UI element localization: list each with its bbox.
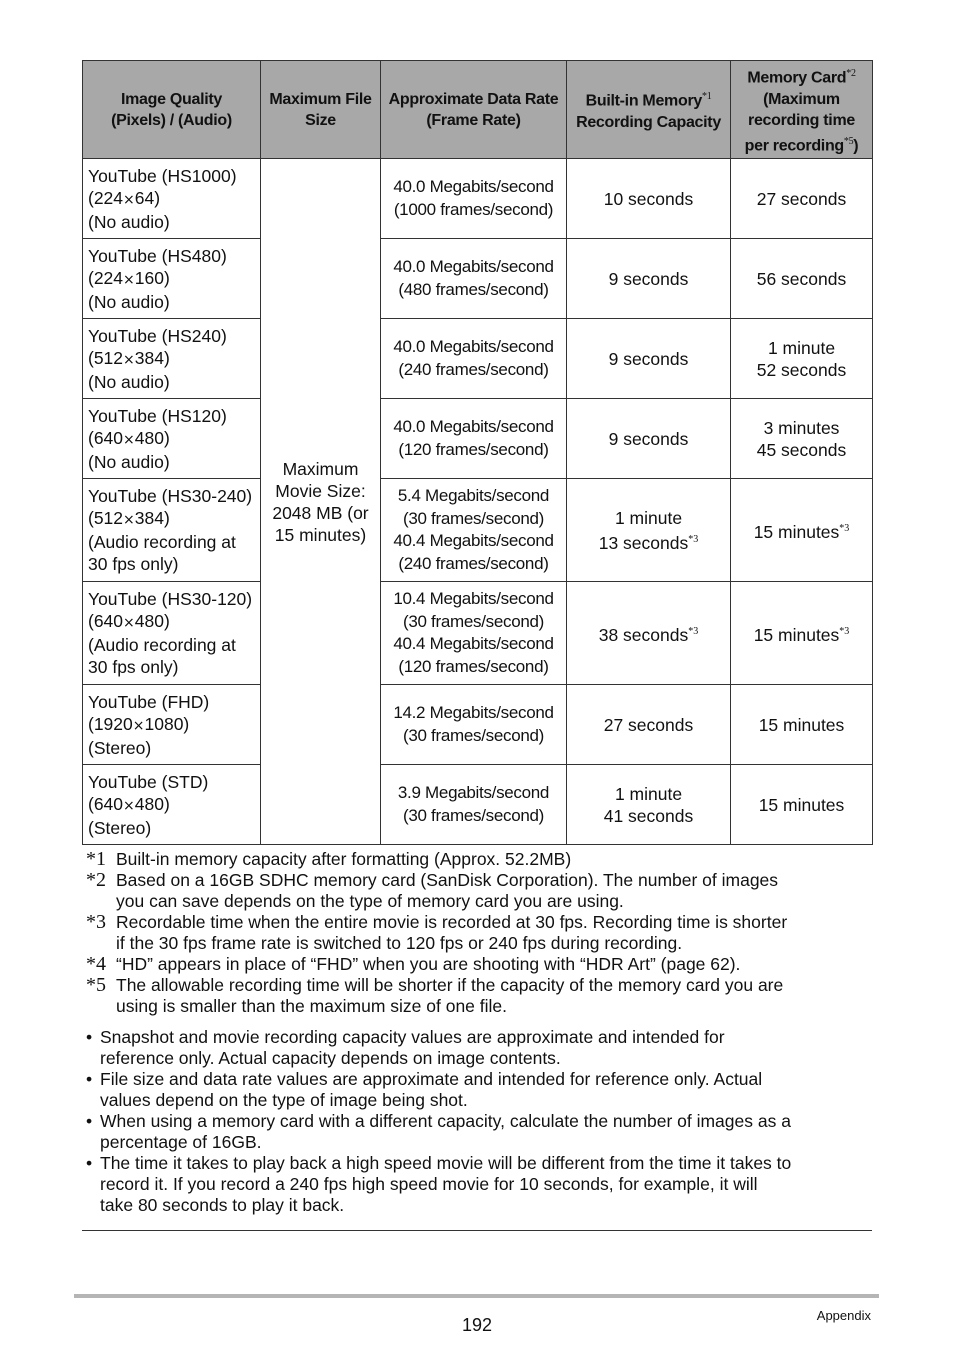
- cell-card-capacity: [731, 399, 873, 479]
- card-capacity-line: [731, 794, 872, 816]
- capacity-text: 15 minutes: [758, 714, 845, 735]
- footnote-text: “HD” appears in place of “FHD” when you are shooting with “HDR Art” (page 62).: [116, 954, 741, 974]
- quality-name: YouTube (FHD): [88, 691, 210, 712]
- table-row: [83, 479, 873, 582]
- footnote-text: Recordable time when the entire movie is recorded at 30 fps. Recording time is shorter: [116, 912, 788, 932]
- quality-audio: (Audio recording at: [88, 532, 236, 552]
- table-header-row: [83, 61, 873, 159]
- card-capacity-line: [731, 439, 872, 461]
- capacity-text: 1 minute: [614, 507, 683, 528]
- list-item-text: percentage of 16GB.: [100, 1132, 262, 1152]
- capacity-text: 56 seconds: [756, 268, 847, 289]
- times-sign: ×: [132, 717, 145, 734]
- capacity-text: 45 seconds: [756, 439, 847, 460]
- data-rate-line: (1000 frames/second): [393, 199, 554, 219]
- quality-pixels: [88, 793, 260, 817]
- footnote-ref: *3: [688, 625, 699, 637]
- cell-image-quality: [83, 399, 261, 479]
- footnote-ref: *5: [843, 135, 854, 147]
- list-item-text: The time it takes to play back a high speed movie will be different from the time it takes to: [100, 1153, 792, 1173]
- footnote-mark: *4: [86, 953, 106, 975]
- times-sign: ×: [123, 351, 135, 368]
- table-row: [83, 765, 873, 845]
- times-sign: ×: [123, 191, 135, 208]
- data-rate-line: (120 frames/second): [398, 656, 549, 676]
- cell-image-quality: [83, 765, 261, 845]
- quality-audio: (No audio): [88, 211, 170, 232]
- quality-pixels: [88, 713, 260, 737]
- quality-pixels: [88, 267, 260, 291]
- max-size-line: 15 minutes): [274, 524, 367, 545]
- data-rate-line: (30 frames/second): [402, 611, 545, 631]
- list-item-text: take 80 seconds to play it back.: [100, 1195, 345, 1215]
- data-rate-line: 14.2 Megabits/second: [393, 703, 554, 722]
- capacity-text: 9 seconds: [608, 428, 689, 449]
- cell-card-capacity: [731, 239, 873, 319]
- data-rate-line: 40.0 Megabits/second: [393, 417, 554, 436]
- builtin-capacity-line: [567, 714, 730, 736]
- quality-name: YouTube (HS30-240): [88, 486, 253, 506]
- times-sign: ×: [123, 615, 135, 631]
- builtin-capacity-line: [567, 188, 730, 210]
- table-row: [83, 685, 873, 765]
- pixels-width: (640: [88, 427, 124, 448]
- pixels-height: 64): [134, 187, 161, 208]
- capacity-text: 15 minutes: [753, 624, 840, 645]
- header-max-file-size: Maximum File Size: [261, 61, 381, 159]
- capacity-text: 13 seconds: [598, 532, 689, 553]
- card-capacity-line: [731, 359, 872, 381]
- table-body: [83, 159, 873, 845]
- max-size-line: Movie Size:: [275, 480, 366, 501]
- cell-data-rate: [381, 685, 567, 765]
- list-item-text: reference only. Actual capacity depends on image contents.: [100, 1048, 561, 1068]
- card-capacity-line: [731, 621, 872, 646]
- pixels-width: (640: [88, 611, 124, 631]
- quality-pixels: [88, 187, 260, 211]
- quality-name: YouTube (HS120): [88, 405, 227, 426]
- pixels-height: 160): [134, 267, 170, 288]
- cell-data-rate: [381, 765, 567, 845]
- footnote-text: Based on a 16GB SDHC memory card (SanDisk Corporation). The number of images: [116, 870, 779, 890]
- quality-audio: (No audio): [88, 451, 170, 472]
- list-item: [86, 1153, 876, 1216]
- footnote-item: [86, 849, 876, 870]
- cell-data-rate: [381, 399, 567, 479]
- cell-max-file-size: [261, 159, 381, 845]
- capacity-text: 1 minute: [614, 783, 683, 804]
- header-memory-card: Memory Card$^{*2}$ (Maximum recording time per recording$^{*5}$): [731, 61, 873, 159]
- footnote-item: [86, 912, 876, 954]
- footnote-item: [86, 954, 876, 975]
- capacity-text: 52 seconds: [756, 359, 847, 380]
- header-builtin-memory: Built-in Memory$^{*1}$ Recording Capacity: [567, 61, 731, 159]
- card-capacity-line: [731, 337, 872, 359]
- cell-image-quality: [83, 319, 261, 399]
- max-size-line: Maximum: [282, 458, 359, 479]
- footer-bar: [74, 1294, 879, 1298]
- recording-capacity-table: [82, 60, 873, 845]
- table-row: [83, 319, 873, 399]
- cell-card-capacity: [731, 479, 873, 582]
- capacity-text: 41 seconds: [603, 805, 694, 826]
- quality-audio: (No audio): [88, 371, 170, 392]
- bullet-mark: •: [86, 1069, 93, 1089]
- footnote-mark: *5: [86, 974, 106, 996]
- footnote-ref: *3: [688, 533, 699, 545]
- quality-pixels: [88, 610, 260, 634]
- quality-audio: (Audio recording at: [88, 635, 236, 655]
- builtin-capacity-line: [567, 783, 730, 805]
- footnote-mark: *2: [86, 869, 106, 891]
- cell-image-quality: [83, 582, 261, 685]
- list-item-text: record it. If you record a 240 fps high speed movie for 10 seconds, for example, it will: [100, 1174, 758, 1194]
- footnote-item: [86, 975, 876, 1017]
- footnote-item: [86, 870, 876, 912]
- times-sign: ×: [123, 431, 135, 448]
- list-item: [86, 1111, 876, 1153]
- table-row: [83, 399, 873, 479]
- header-data-rate: Approximate Data Rate (Frame Rate): [381, 61, 567, 159]
- quality-name: YouTube (HS1000): [88, 165, 237, 186]
- quality-audio: (Stereo): [88, 737, 152, 758]
- footnote-ref: *3: [839, 625, 850, 637]
- data-rate-line: 5.4 Megabits/second: [397, 486, 550, 505]
- footnote-ref: *2: [846, 68, 856, 80]
- footnote-text: The allowable recording time will be shorter if the capacity of the memory card you are: [116, 975, 784, 995]
- quality-pixels: [88, 427, 260, 451]
- cell-image-quality: [83, 685, 261, 765]
- section-divider: [82, 1230, 872, 1231]
- quality-audio: 30 fps only): [88, 554, 179, 574]
- data-rate-line: (30 frames/second): [402, 805, 545, 825]
- pixels-height: 384): [134, 347, 170, 368]
- card-capacity-line: [731, 518, 872, 543]
- cell-builtin-capacity: [567, 399, 731, 479]
- cell-builtin-capacity: [567, 479, 731, 582]
- bullet-mark: •: [86, 1111, 93, 1131]
- pixels-height: 480): [134, 427, 170, 448]
- data-rate-line: 40.0 Megabits/second: [393, 177, 554, 196]
- footnote-text: if the 30 fps frame rate is switched to 120 fps or 240 fps during recording.: [116, 933, 683, 953]
- list-item-text: values depend on the type of image being shot.: [100, 1090, 468, 1110]
- pixels-height: 384): [134, 508, 170, 528]
- quality-name: YouTube (HS30-120): [88, 589, 253, 609]
- times-sign: ×: [123, 512, 135, 528]
- pixels-width: (224: [88, 267, 124, 288]
- list-item: [86, 1027, 876, 1069]
- footnote-text: you can save depends on the type of memory card you are using.: [116, 891, 624, 911]
- pixels-width: (512: [88, 347, 124, 368]
- data-rate-line: 40.4 Megabits/second: [393, 531, 554, 550]
- builtin-capacity-line: [567, 348, 730, 370]
- data-rate-line: 10.4 Megabits/second: [393, 589, 554, 608]
- table-row: [83, 239, 873, 319]
- list-item-text: When using a memory card with a different capacity, calculate the number of images as a: [100, 1111, 791, 1131]
- cell-builtin-capacity: [567, 319, 731, 399]
- pixels-height: 480): [134, 793, 170, 814]
- cell-builtin-capacity: [567, 239, 731, 319]
- cell-card-capacity: [731, 159, 873, 239]
- builtin-capacity-line: [567, 621, 730, 646]
- cell-builtin-capacity: [567, 685, 731, 765]
- quality-name: YouTube (HS480): [88, 245, 227, 266]
- footnote-mark: *3: [86, 911, 106, 933]
- capacity-text: 3 minutes: [763, 417, 840, 438]
- data-rate-line: (120 frames/second): [398, 439, 549, 459]
- cell-image-quality: [83, 479, 261, 582]
- cell-data-rate: [381, 479, 567, 582]
- capacity-text: 15 minutes: [758, 794, 845, 815]
- cell-data-rate: [381, 159, 567, 239]
- quality-pixels: [88, 347, 260, 371]
- cell-card-capacity: [731, 582, 873, 685]
- bullet-mark: •: [86, 1027, 93, 1047]
- cell-builtin-capacity: [567, 582, 731, 685]
- builtin-capacity-line: [567, 507, 730, 529]
- card-capacity-line: [731, 268, 872, 290]
- notes-list: [86, 1027, 876, 1216]
- max-size-line: 2048 MB (or: [272, 502, 369, 523]
- capacity-text: 38 seconds: [598, 624, 689, 645]
- capacity-text: 27 seconds: [603, 714, 694, 735]
- header-image-quality: Image Quality (Pixels) / (Audio): [83, 61, 261, 159]
- times-sign: ×: [123, 271, 135, 288]
- data-rate-line: 40.0 Megabits/second: [393, 337, 554, 356]
- builtin-capacity-line: [567, 529, 730, 554]
- pixels-width: (224: [88, 187, 124, 208]
- cell-builtin-capacity: [567, 765, 731, 845]
- bullet-mark: •: [86, 1153, 93, 1173]
- footnote-text: using is smaller than the maximum size of one file.: [116, 996, 507, 1016]
- data-rate-line: (480 frames/second): [398, 279, 549, 299]
- cell-builtin-capacity: [567, 159, 731, 239]
- quality-audio: (Stereo): [88, 817, 152, 838]
- table-row: [83, 582, 873, 685]
- footnote-text: Built-in memory capacity after formatting (Approx. 52.2MB): [116, 849, 572, 869]
- card-capacity-line: [731, 714, 872, 736]
- data-rate-line: (240 frames/second): [398, 359, 549, 379]
- footnote-ref: *3: [839, 522, 850, 534]
- quality-audio: (No audio): [88, 291, 170, 312]
- footnote-mark: *1: [86, 848, 106, 870]
- quality-name: YouTube (STD): [88, 771, 209, 792]
- cell-image-quality: [83, 159, 261, 239]
- table-row: [83, 159, 873, 239]
- footnotes: [86, 849, 876, 1017]
- cell-image-quality: [83, 239, 261, 319]
- cell-data-rate: [381, 239, 567, 319]
- builtin-capacity-line: [567, 428, 730, 450]
- cell-data-rate: [381, 319, 567, 399]
- pixels-height: 480): [134, 611, 170, 631]
- times-sign: ×: [123, 797, 135, 814]
- builtin-capacity-line: [567, 805, 730, 827]
- list-item-text: File size and data rate values are approximate and intended for reference only. Actual: [100, 1069, 763, 1089]
- data-rate-line: (30 frames/second): [402, 508, 545, 528]
- pixels-height: 1080): [144, 713, 190, 734]
- quality-pixels: [88, 507, 260, 531]
- cell-data-rate: [381, 582, 567, 685]
- page-number: 192: [461, 1315, 493, 1335]
- capacity-text: 9 seconds: [608, 348, 689, 369]
- card-capacity-line: [731, 417, 872, 439]
- list-item-text: Snapshot and movie recording capacity values are approximate and intended for: [100, 1027, 725, 1047]
- cell-card-capacity: [731, 685, 873, 765]
- pixels-width: (640: [88, 793, 124, 814]
- data-rate-line: 40.0 Megabits/second: [393, 257, 554, 276]
- capacity-text: 27 seconds: [756, 188, 847, 209]
- footnote-ref: *1: [702, 91, 712, 103]
- data-rate-line: 3.9 Megabits/second: [397, 783, 550, 802]
- builtin-capacity-line: [567, 268, 730, 290]
- data-rate-line: (240 frames/second): [398, 553, 549, 573]
- data-rate-line: 40.4 Megabits/second: [393, 634, 554, 653]
- quality-audio: 30 fps only): [88, 657, 179, 677]
- pixels-width: (512: [88, 508, 124, 528]
- quality-name: YouTube (HS240): [88, 325, 227, 346]
- capacity-text: 9 seconds: [608, 268, 689, 289]
- section-name: Appendix: [816, 1308, 871, 1323]
- cell-card-capacity: [731, 319, 873, 399]
- capacity-text: 15 minutes: [753, 521, 840, 542]
- card-capacity-line: [731, 188, 872, 210]
- capacity-text: 1 minute: [767, 337, 836, 358]
- cell-card-capacity: [731, 765, 873, 845]
- list-item: [86, 1069, 876, 1111]
- data-rate-line: (30 frames/second): [402, 725, 545, 745]
- pixels-width: (1920: [88, 713, 133, 734]
- capacity-text: 10 seconds: [603, 188, 694, 209]
